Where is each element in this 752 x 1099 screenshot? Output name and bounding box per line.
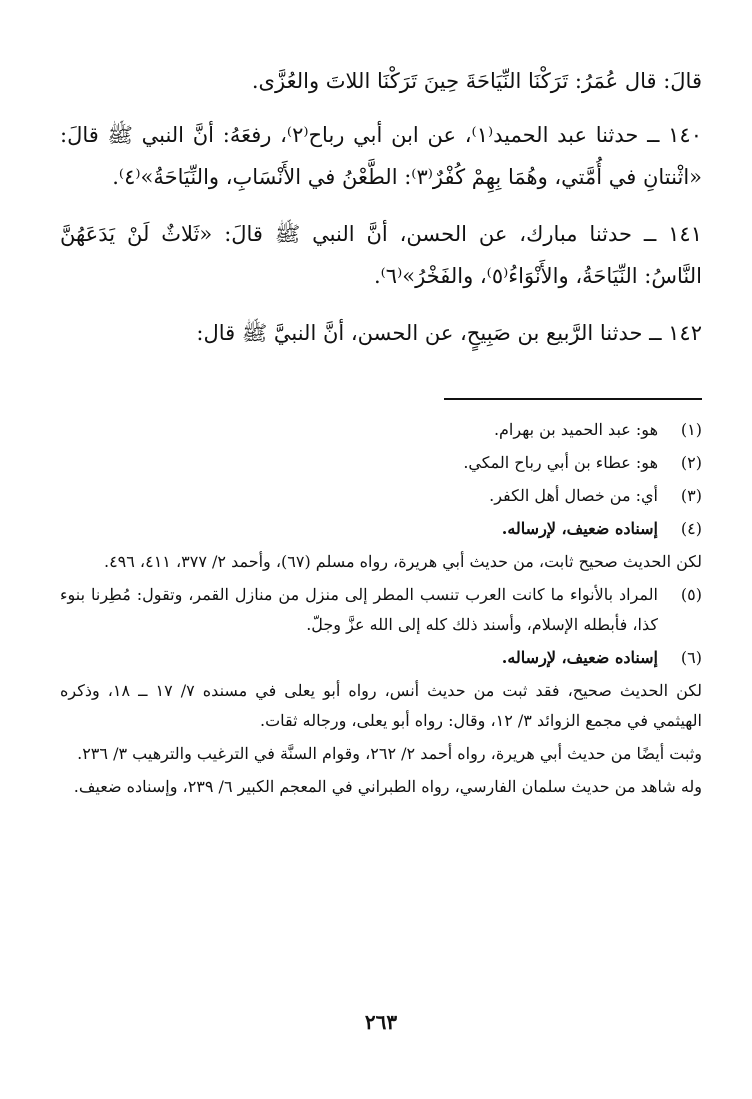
footnote-text: هو: عطاء بن أبي رباح المكي.: [463, 453, 658, 472]
footnote-4-paragraph: لكن الحديث صحيح ثابت، من حديث أبي هريرة، رواه مسلم (٦٧)، وأحمد ٢/ ٣٧٧، ٤١١، ٤٩٦.: [103, 552, 702, 571]
footnote-3: [60, 481, 702, 511]
footnote-number: (٣): [680, 486, 702, 505]
footnote-6-paragraph-2: وثبت أيضًا من حديث أبي هريرة، رواه أحمد ٢/ ٢٦٢، وقوام السنَّة في الترغيب والترهيب ٣/ ٢٣٦.: [77, 744, 702, 763]
footnote-text: إسناده ضعيف، لإرساله.: [501, 648, 658, 667]
book-page: [60, 60, 702, 1060]
footnote-1: [60, 415, 702, 445]
footnote-text: إسناده ضعيف، لإرساله.: [501, 519, 658, 538]
hadith-140: ١٤٠ ــ حدثنا عبد الحميد⁽١⁾، عن ابن أبي رباح⁽٢⁾، رفعَهُ: أنَّ النبي ﷺ قالَ: «اثْنتانِ في أُمَّتي، وهُمَا بِهِمْ كُفْرٌ⁽٣⁾: الطَّعْنُ في الأَنْسَابِ، والنِّيَاحَةُ»⁽٤⁾.: [60, 123, 702, 189]
quote-line: قالَ: قال عُمَرُ: تَرَكْنَا النِّيَاحَةَ حِينَ تَرَكْنَا اللاتَ والعُزَّى.: [251, 69, 702, 93]
page-number: ٢٦٣: [364, 1010, 398, 1034]
footnote-number: (٢): [680, 453, 702, 472]
footnote-4: [60, 514, 702, 544]
footnote-6-paragraph-1: لكن الحديث صحيح، فقد ثبت من حديث أنس، رواه أبو يعلى في مسنده ٧/ ١٧ ــ ١٨، وذكره الهيثمي في مجمع الزوائد ٣/ ١٢، وقال: رواه أبو يعلى، ورجاله ثقات.: [60, 681, 703, 730]
hadith-141: ١٤١ ــ حدثنا مبارك، عن الحسن، أنَّ النبي ﷺ قالَ: «ثَلاثٌ لَنْ يَدَعَهُنَّ النَّاسُ: النِّيَاحَةُ، والأَنْوَاءُ⁽٥⁾، والفَخْرُ»⁽٦⁾.: [60, 222, 702, 288]
footnote-number: (٥): [680, 585, 702, 604]
footnote-number: (١): [680, 420, 702, 439]
footnote-number: (٤): [680, 519, 702, 538]
footnote-6: [60, 643, 702, 673]
footnote-number: (٦): [680, 648, 702, 667]
footnote-2: [60, 448, 702, 478]
footnote-6-paragraph-3: وله شاهد من حديث سلمان الفارسي، رواه الطبراني في المعجم الكبير ٦/ ٢٣٩، وإسناده ضعيف.: [73, 777, 702, 796]
footnote-5: [60, 580, 702, 640]
footnote-text: هو: عبد الحميد بن بهرام.: [493, 420, 658, 439]
footnote-separator: [444, 398, 702, 400]
footnote-text: أي: من خصال أهل الكفر.: [489, 486, 658, 505]
footnotes: [60, 415, 702, 805]
hadith-142: ١٤٢ ــ حدثنا الرَّبيع بن صَبِيحٍ، عن الحسن، أنَّ النبيَّ ﷺ قال:: [196, 321, 702, 345]
footnote-text: المراد بالأنواء ما كانت العرب تنسب المطر إلى منزل من منازل القمر، وتقول: مُطِرنا بنوء كذا، فأبطله الإسلام، وأسند ذلك كله إلى الله عزَّ وجلّ.: [60, 585, 658, 634]
main-text: [60, 60, 702, 354]
